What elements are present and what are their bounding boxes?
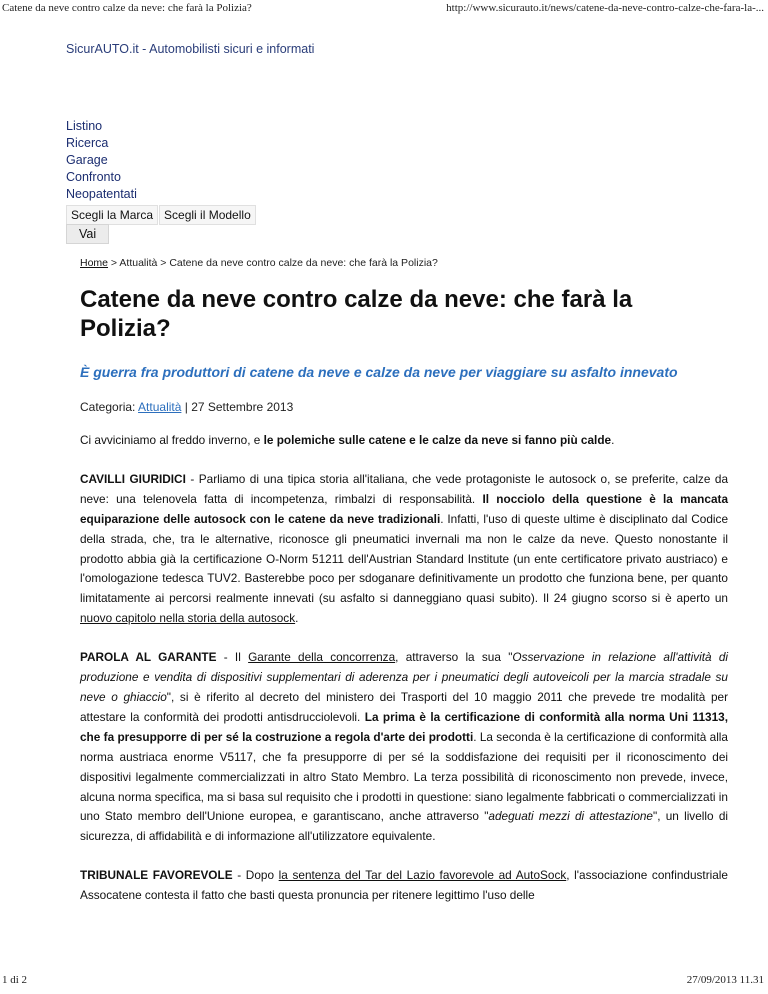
- section-text: .: [295, 611, 299, 626]
- section-italic: adeguati mezzi di attestazione: [488, 809, 653, 824]
- section-bold: La prima è la certificazione di conformità alla norma Uni 11313, che fa presupporre di per sé la costruzione a regola d'arte dei prodotti: [80, 709, 728, 744]
- breadcrumb-separator: >: [108, 257, 120, 269]
- print-datetime: 27/09/2013 11.31: [686, 974, 764, 986]
- print-page-number: 1 di 2: [2, 974, 28, 986]
- section-heading: CAVILLI GIURIDICI: [80, 471, 186, 486]
- meta-category-link[interactable]: Attualità: [138, 400, 182, 414]
- section-heading: PAROLA AL GARANTE: [80, 650, 217, 665]
- brand-select[interactable]: Scegli la Marca: [66, 205, 158, 225]
- intro-bold: le polemiche sulle catene e le calze da neve si fanno più calde: [263, 433, 612, 447]
- tar-sentence-link[interactable]: la sentenza del Tar del Lazio favorevole ad AutoSock: [278, 868, 567, 883]
- model-select[interactable]: Scegli il Modello: [159, 205, 256, 225]
- breadcrumb-home-link[interactable]: Home: [80, 257, 109, 269]
- meta-date: | 27 Settembre 2013: [181, 400, 294, 414]
- article-title: Catene da neve contro calze da neve: che farà la Polizia?: [80, 286, 633, 342]
- intro-text: Ci avviciniamo al freddo inverno, e: [80, 433, 264, 447]
- article-body: [80, 431, 728, 925]
- section-bold: Il nocciolo della questione è la mancata equiparazione delle autosock con le catene da neve tradizionali: [80, 491, 728, 526]
- section-text: - Parliamo di una tipica storia all'italiana, che vede protagoniste le autosock o, se preferite, calze da neve: una telenovela fatta di incompetenza, rimbalzi di responsabilità.: [80, 471, 729, 506]
- nav-item-listino[interactable]: Listino: [66, 119, 103, 133]
- breadcrumb-current: Catene da neve contro calze da neve: che farà la Polizia?: [169, 257, 438, 269]
- nav-item-garage[interactable]: Garage: [66, 153, 108, 167]
- print-page-url: http://www.sicurauto.it/news/catene-da-neve-contro-calze-che-fara-la-...: [446, 2, 764, 14]
- breadcrumb-separator: >: [157, 257, 170, 269]
- print-page-title: Catene da neve contro calze da neve: che farà la Polizia?: [2, 2, 252, 14]
- nav-item-neopatentati[interactable]: Neopatentati: [66, 187, 137, 201]
- breadcrumb-section[interactable]: Attualità: [119, 257, 158, 269]
- section-cavilli: [80, 470, 728, 629]
- vehicle-selectors: [66, 205, 257, 225]
- section-heading: TRIBUNALE FAVOREVOLE: [80, 868, 233, 883]
- intro-end: .: [611, 433, 615, 447]
- article-subtitle: È guerra fra produttori di catene da neve e calze da neve per viaggiare su asfalto innevato: [80, 364, 678, 380]
- section-text: . La seconda è la certificazione di conformità alla norma austriaca enorme V5117, che fa presupporre di per sé la soddisfazione dei requisiti per il riconoscimento dei dispositivi legalmente commercializzati in altro Stato Membro. La terza possibilità di riconoscimento non prevede, invece, alcuna norma specifica, ma si basa sul requisito che i prodotti in questione: siano legalmente fabbricati o commercializzati in uno Stato membro dell'Unione europea, e garantiscano, anche attraverso ": [80, 729, 728, 824]
- section-text: . Infatti, l'uso di queste ultime è disciplinato dal Codice della strada, che, tra le alternative, riconosce gli pneumatici invernali ma non le calze da neve. Questo nonostante il prodotto abbia già la certificazione O-Norm 51211 dell'Austrian Standard Institute (un ente certificatore privato austriaco) e l'omologazione tedesca TUV2. Basterebbe poco per sdoganare definitivamente un prodotto che funziona bene, per quanto limitatamente ai percorsi realmente innevati (su asfalto si danneggiano quasi subito). Il 24 giugno scorso si è aperto un: [80, 511, 728, 606]
- go-button[interactable]: Vai: [66, 224, 109, 244]
- print-header: [2, 2, 764, 18]
- nav-item-confronto[interactable]: Confronto: [66, 170, 121, 184]
- section-italic: Osservazione in relazione all'attività di produzione e vendita di dispositivi supplementari di aderenza per i pneumatici degli autoveicoli per la marcia stradale su neve o ghiaccio: [80, 650, 729, 704]
- main-nav: [66, 118, 137, 203]
- section-text: ", si è riferito al decreto del ministero dei Trasporti del 10 maggio 2011 che prevede tre modalità per attestare la conformità dei prodotti antisdrucciolevoli.: [80, 689, 728, 724]
- article-meta: [80, 400, 293, 414]
- section-text: - Il: [216, 650, 249, 665]
- print-footer: [2, 974, 764, 990]
- intro-paragraph: [80, 431, 728, 451]
- section-text: ", un livello di sicurezza, di affidabilità e di informazione all'utilizzatore equivalente.: [80, 809, 728, 844]
- meta-category-label: Categoria:: [80, 400, 139, 414]
- section-garante: [80, 648, 728, 847]
- section-text: , l'associazione confindustriale Assocatene contesta il fatto che basti questa pronuncia per ritenere legittimo l'uso delle: [80, 868, 728, 903]
- section-text: , attraverso la sua ": [395, 650, 513, 665]
- site-tagline[interactable]: SicurAUTO.it - Automobilisti sicuri e informati: [66, 42, 315, 56]
- nav-item-ricerca[interactable]: Ricerca: [66, 136, 109, 150]
- breadcrumb: [80, 257, 438, 269]
- section-tribunale: [80, 866, 728, 906]
- section-text: - Dopo: [232, 868, 279, 883]
- garante-link[interactable]: Garante della concorrenza: [248, 650, 396, 665]
- autosock-history-link[interactable]: nuovo capitolo nella storia della autosock: [80, 611, 296, 626]
